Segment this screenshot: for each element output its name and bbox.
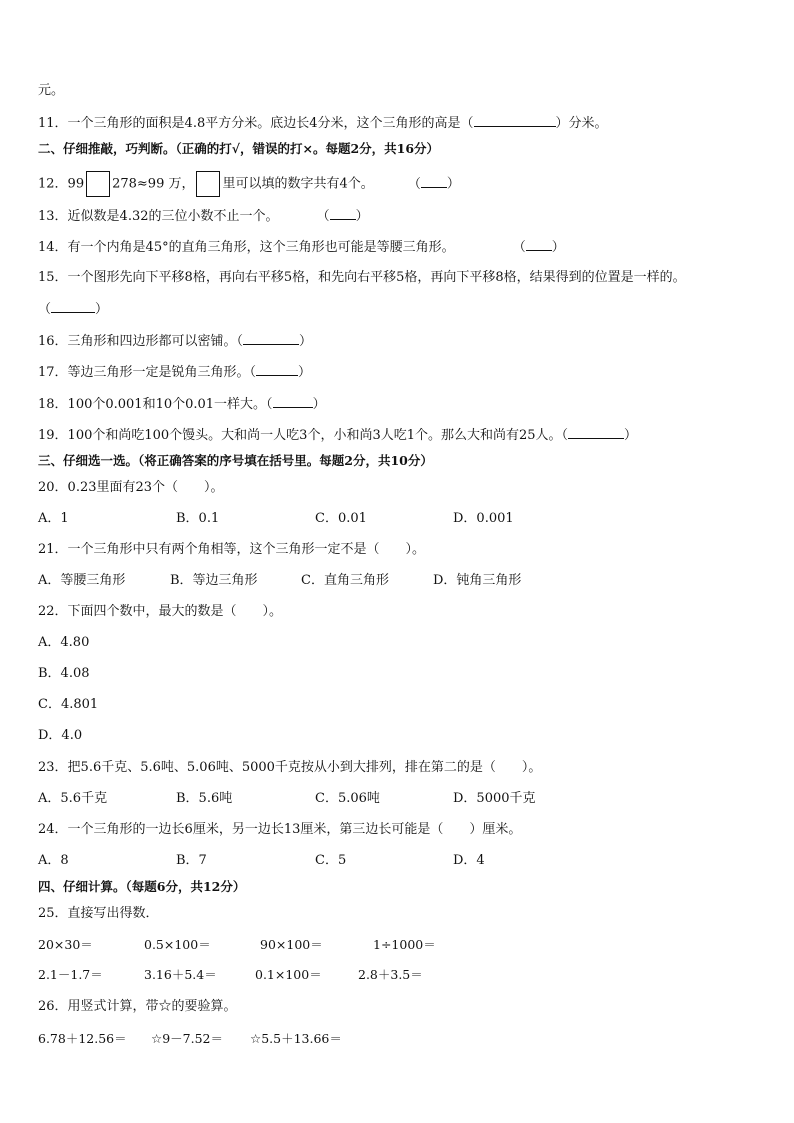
q14-answer-blank[interactable] (526, 238, 552, 251)
q15-answer-blank[interactable] (51, 300, 95, 313)
q12-digit-box-1[interactable] (86, 171, 110, 197)
section-3-heading: 三、仔细选一选。（将正确答案的序号填在括号里。每题2分，共10分） (38, 453, 433, 468)
section-4-heading: 四、仔细计算。（每题6分，共12分） (38, 879, 246, 894)
q23-option-d[interactable]: D．5000千克 (453, 791, 536, 806)
q15-paren-open: （ (38, 302, 52, 317)
question-12 (38, 171, 460, 197)
q23-option-c[interactable]: C．5.06吨 (315, 791, 380, 806)
q19-paren-close: ） (624, 428, 638, 443)
question-18 (38, 395, 326, 414)
q26-item: 6.78＋12.56＝ (38, 1031, 127, 1046)
q12-answer-blank[interactable] (421, 175, 447, 188)
q12-text-c: 里可以填的数字共有4个。 (222, 176, 374, 192)
q15-paren-close: ） (95, 302, 109, 317)
q22-option-d[interactable]: D．4.0 (38, 728, 83, 743)
q25-item: 3.16＋5.4＝ (144, 967, 217, 982)
q20-option-b[interactable]: B．0.1 (176, 511, 220, 526)
q16-answer-blank[interactable] (243, 332, 299, 345)
question-22: 22．下面四个数中，最大的数是（ ）。 (38, 604, 283, 619)
q21-option-b[interactable]: B．等边三角形 (170, 573, 258, 588)
q23-option-b[interactable]: B．5.6吨 (176, 791, 233, 806)
q12-paren-open: （ (407, 176, 421, 192)
q20-option-a[interactable]: A．1 (38, 511, 69, 526)
q23-option-a[interactable]: A．5.6千克 (38, 791, 108, 806)
q25-item: 2.1－1.7＝ (38, 967, 103, 982)
q22-option-b[interactable]: B．4.08 (38, 666, 90, 681)
question-25: 25．直接写出得数． (38, 906, 159, 921)
question-17 (38, 363, 311, 382)
q25-item: 2.8＋3.5＝ (358, 967, 423, 982)
q12-digit-box-2[interactable] (196, 171, 220, 197)
q13-text: 13．近似数是4.32的三位小数不止一个。 (38, 209, 279, 224)
question-14 (38, 238, 565, 257)
q14-text: 14．有一个内角是45°的直角三角形，这个三角形也可能是等腰三角形。 (38, 240, 455, 255)
q16-text: 16．三角形和四边形都可以密铺。（ (38, 334, 244, 349)
q12-text-b: 278≈99 万， (112, 176, 195, 192)
q17-text: 17．等边三角形一定是锐角三角形。（ (38, 365, 257, 380)
q18-answer-blank[interactable] (273, 395, 313, 408)
q24-option-b[interactable]: B．7 (176, 853, 207, 868)
q20-option-d[interactable]: D．0.001 (453, 511, 514, 526)
q14-paren-close: ） (551, 240, 565, 255)
q16-paren-close: ） (299, 334, 313, 349)
section-2-heading: 二、仔细推敲，巧判断。（正确的打√，错误的打×。每题2分，共16分） (38, 141, 440, 156)
q12-paren-close: ） (446, 176, 460, 192)
q18-paren-close: ） (312, 397, 326, 412)
q24-option-a[interactable]: A．8 (38, 853, 69, 868)
q25-item: 1÷1000＝ (373, 937, 436, 952)
q18-text: 18．100个0.001和10个0.01一样大。（ (38, 397, 273, 412)
q20-option-c[interactable]: C．0.01 (315, 511, 367, 526)
q19-answer-blank[interactable] (568, 426, 624, 439)
question-24: 24．一个三角形的一边长6厘米，另一边长13厘米，第三边长可能是（ ）厘米。 (38, 822, 522, 837)
q21-option-c[interactable]: C．直角三角形 (301, 573, 389, 588)
question-26: 26．用竖式计算，带☆的要验算。 (38, 999, 237, 1014)
q11-text-end: ）分米。 (555, 116, 608, 131)
q26-item: ☆9－7.52＝ (151, 1031, 223, 1046)
question-23: 23．把5.6千克、5.6吨、5.06吨、5000千克按从小到大排列，排在第二的是（ ）。 (38, 760, 542, 775)
q21-option-d[interactable]: D．钝角三角形 (433, 573, 522, 588)
q22-option-a[interactable]: A．4.80 (38, 635, 90, 650)
q25-item: 0.1×100＝ (255, 967, 322, 982)
question-13 (38, 207, 369, 226)
q21-option-a[interactable]: A．等腰三角形 (38, 573, 126, 588)
q13-paren-open: （ (316, 209, 330, 224)
q25-item: 0.5×100＝ (144, 937, 211, 952)
q24-option-d[interactable]: D．4 (453, 853, 485, 868)
q14-paren-open: （ (512, 240, 526, 255)
q17-paren-close: ） (298, 365, 312, 380)
q13-answer-blank[interactable] (330, 207, 356, 220)
q12-text-a: 12．99 (38, 176, 85, 192)
q26-item: ☆5.5＋13.66＝ (250, 1031, 342, 1046)
q10-tail: 元。 (38, 83, 65, 98)
q11-answer-blank[interactable] (474, 114, 556, 127)
q25-item: 20×30＝ (38, 937, 93, 952)
question-15-answer (38, 300, 108, 319)
q24-option-c[interactable]: C．5 (315, 853, 347, 868)
q19-text: 19．100个和尚吃100个馒头。大和尚一人吃3个，小和尚3人吃1个。那么大和尚有25人。（ (38, 428, 569, 443)
q11-text: 11．一个三角形的面积是4.8平方分米。底边长4分米，这个三角形的高是（ (38, 116, 474, 131)
question-15: 15．一个图形先向下平移8格，再向右平移5格，和先向右平移5格，再向下平移8格，结果得到的位置是一样的。 (38, 270, 686, 285)
question-19 (38, 426, 637, 445)
question-21: 21．一个三角形中只有两个角相等，这个三角形一定不是（ ）。 (38, 542, 426, 557)
question-20: 20．0.23里面有23个（ ）。 (38, 480, 224, 495)
q17-answer-blank[interactable] (256, 363, 298, 376)
q22-option-c[interactable]: C．4.801 (38, 697, 99, 712)
question-16 (38, 332, 312, 351)
q13-paren-close: ） (355, 209, 369, 224)
question-11 (38, 114, 608, 133)
q25-item: 90×100＝ (260, 937, 323, 952)
